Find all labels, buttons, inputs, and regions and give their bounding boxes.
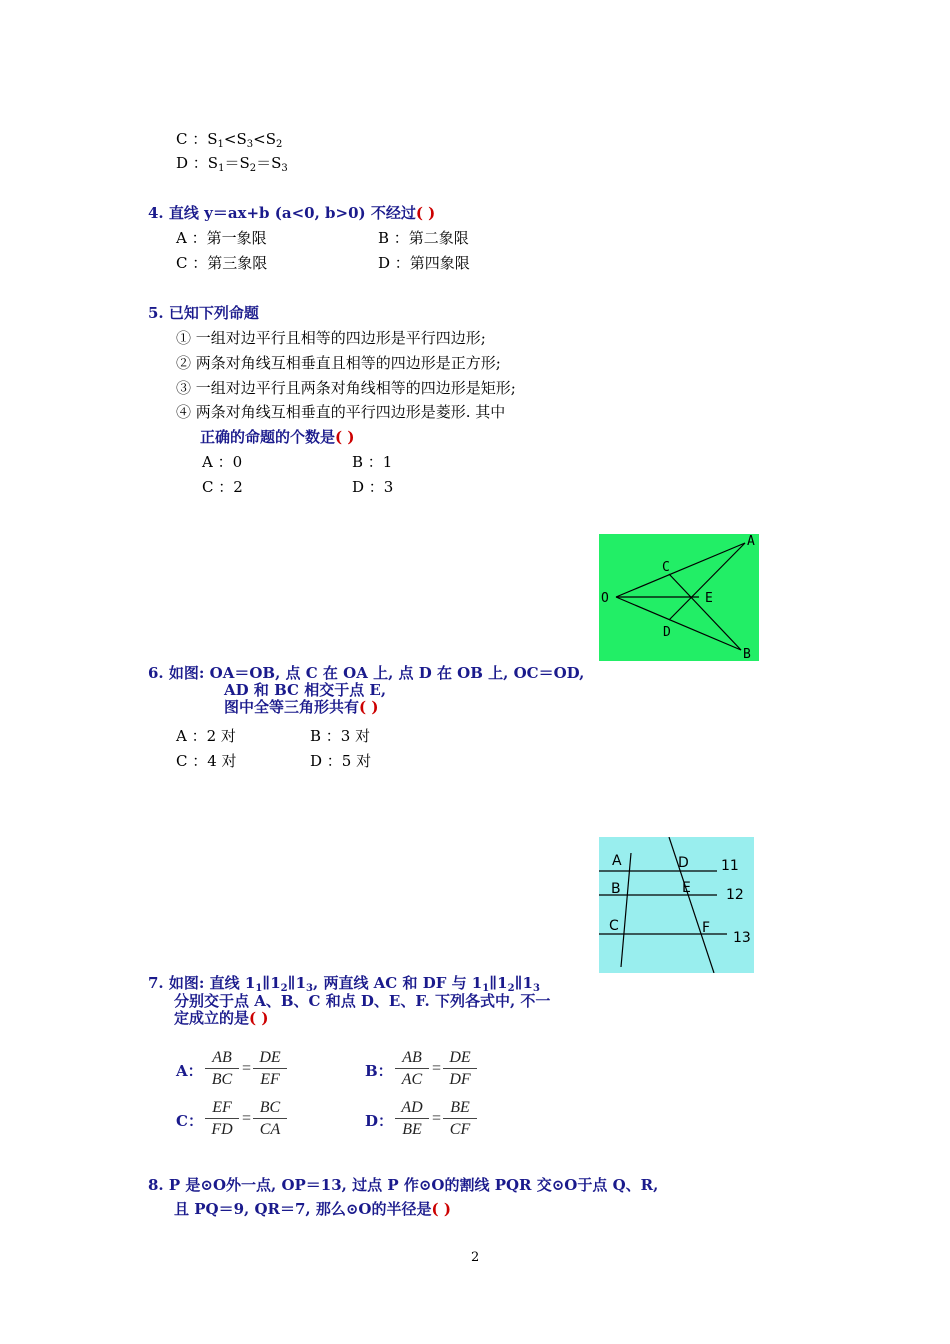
fraction-right: $\frac{DE}{DF}$	[443, 1049, 477, 1089]
answer-blank: ( )	[431, 1200, 451, 1218]
q7-stem-line3: 定成立的是( )	[174, 1009, 269, 1027]
option-label: A：	[176, 1062, 203, 1080]
label-l2: 12	[726, 887, 744, 903]
option-label: C：	[176, 1112, 203, 1130]
answer-blank: ( )	[415, 204, 436, 222]
q6-option-b: B ：3 对	[310, 727, 371, 745]
label-e: E	[705, 591, 713, 606]
q8-stem-line2: 且 PQ＝9, QR＝7, 那么⊙O的半径是( )	[174, 1200, 451, 1218]
label-a: A	[612, 853, 622, 869]
q5-option-a: A ：0	[202, 453, 243, 471]
answer-blank: ( )	[249, 1009, 269, 1027]
q5-option-c: C ：2	[202, 478, 243, 496]
fraction-left: $\frac{EF}{FD}$	[205, 1099, 239, 1139]
q5-statement-4: ④ 两条对角线互相垂直的平行四边形是菱形. 其中	[176, 403, 506, 421]
fraction-left: $\frac{AB}{BC}$	[205, 1049, 239, 1089]
fraction-right: $\frac{DE}{EF}$	[253, 1049, 287, 1089]
q5-stem: 5. 已知下列命题	[148, 304, 259, 322]
equals-sign: =	[242, 1110, 252, 1127]
label-c: C	[662, 560, 670, 575]
label-l1: 11	[721, 858, 739, 874]
q6-stem-line3: 图中全等三角形共有( )	[224, 698, 379, 716]
label-o: O	[601, 591, 609, 606]
equals-sign: =	[242, 1060, 252, 1077]
q4-option-b: B ：第二象限	[378, 229, 469, 247]
equals-sign: =	[432, 1110, 442, 1127]
q5-statement-1: ① 一组对边平行且相等的四边形是平行四边形;	[176, 329, 486, 347]
q7-stem-line1: 7. 如图: 直线 $1_1\parallel 1_2\parallel 1_3$, 两直线 AC 和 DF 与 $1_1\parallel 1_2\parallel 1_3$	[148, 974, 540, 994]
q8-stem-line1: 8. P 是⊙O外一点, OP＝13, 过点 P 作⊙O的割线 PQR 交⊙O于点 Q、R,	[148, 1176, 659, 1194]
q6-option-d: D ：5 对	[310, 752, 372, 770]
fraction-right: $\frac{BE}{CF}$	[443, 1099, 477, 1139]
option-label: D：	[365, 1112, 394, 1130]
q6-stem-line2: AD 和 BC 相交于点 E,	[224, 681, 387, 699]
label-c: C	[609, 918, 619, 934]
q4-option-c: C ：第三象限	[176, 254, 268, 272]
q5-option-d: D ：3	[352, 478, 394, 496]
fraction-left: $\frac{AB}{AC}$	[395, 1049, 429, 1089]
q5-statement-3: ③ 一组对边平行且两条对角线相等的四边形是矩形;	[176, 379, 516, 397]
q4-stem: 4. 直线 y＝ax+b (a<0, b>0) 不经过( )	[148, 204, 436, 222]
q6-figure	[599, 534, 759, 661]
q3-option-c: C ：$S_1<S_3<S_2$	[176, 130, 283, 150]
q7-stem-line2: 分别交于点 A、B、C 和点 D、E、F. 下列各式中, 不一	[174, 992, 551, 1010]
option-label: B：	[365, 1062, 393, 1080]
page-number: 2	[471, 1250, 480, 1265]
q5-statement-2: ② 两条对角线互相垂直且相等的四边形是正方形;	[176, 354, 501, 372]
label-b: B	[611, 881, 621, 897]
label-d: D	[663, 625, 671, 640]
equals-sign: =	[432, 1060, 442, 1077]
answer-blank: ( )	[359, 698, 379, 716]
q6-stem-line1: 6. 如图: OA＝OB, 点 C 在 OA 上, 点 D 在 OB 上, OC＝OD,	[148, 664, 585, 682]
answer-blank: ( )	[335, 428, 355, 446]
fraction-left: $\frac{AD}{BE}$	[395, 1099, 429, 1139]
q6-option-c: C ：4 对	[176, 752, 237, 770]
label-a: A	[747, 534, 755, 549]
label-b: B	[743, 647, 751, 661]
q3-option-d: D ：$S_1=S_2=S_3$	[176, 154, 288, 174]
fraction-right: $\frac{BC}{CA}$	[253, 1099, 287, 1139]
q5-option-b: B ：1	[352, 453, 393, 471]
q6-option-a: A ：2 对	[176, 727, 236, 745]
label-f: F	[702, 920, 711, 936]
label-d: D	[678, 855, 689, 871]
label-e: E	[682, 880, 691, 896]
q7-figure	[599, 837, 754, 973]
q4-option-a: A ：第一象限	[176, 229, 267, 247]
label-l3: 13	[733, 930, 751, 946]
q4-option-d: D ：第四象限	[378, 254, 470, 272]
q5-question: 正确的命题的个数是( )	[200, 428, 355, 446]
